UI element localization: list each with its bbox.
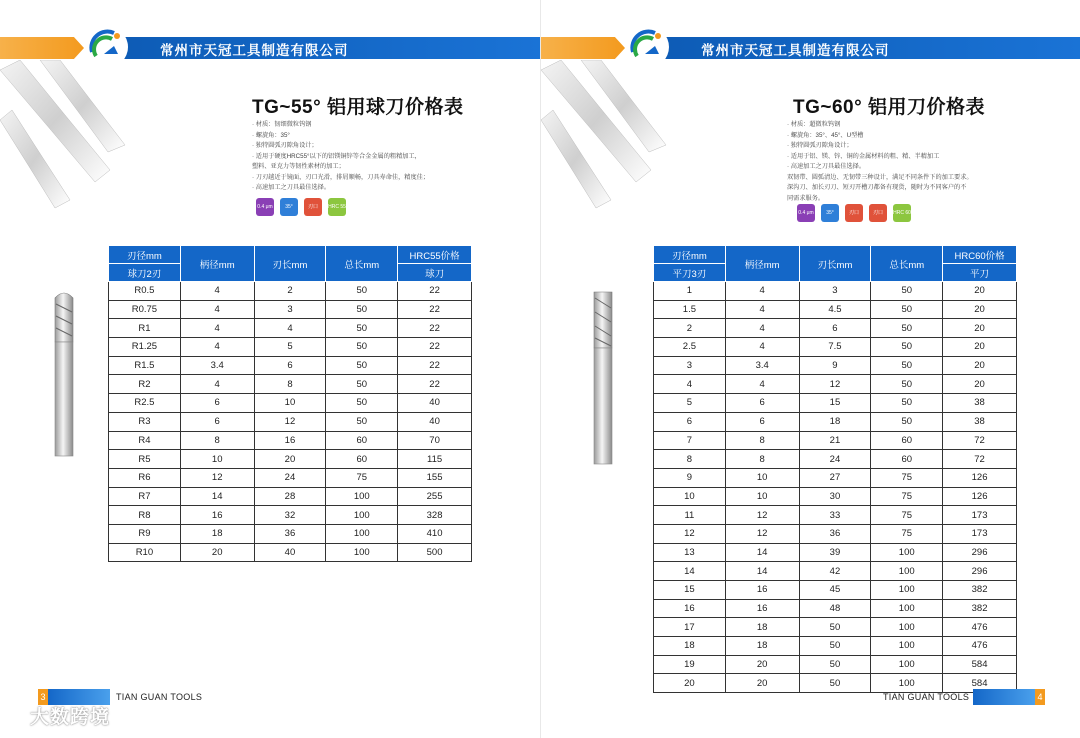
edge-badge: 刃口 <box>845 204 863 222</box>
table-cell: 70 <box>398 431 472 450</box>
table-cell: 14 <box>180 487 254 506</box>
table-cell: 16 <box>725 599 799 618</box>
table-cell: 39 <box>799 543 871 562</box>
table-cell: 10 <box>725 468 799 487</box>
table-cell: 18 <box>180 524 254 543</box>
table-row <box>654 562 1017 581</box>
watermark-text: 大数跨境 <box>30 707 111 728</box>
table-cell: 22 <box>398 282 472 301</box>
table-cell: 50 <box>326 338 398 357</box>
table-cell: 20 <box>943 338 1017 357</box>
table-cell: 4 <box>180 282 254 301</box>
table-cell: 7.5 <box>799 338 871 357</box>
table-cell: 296 <box>943 543 1017 562</box>
table-cell: 18 <box>725 618 799 637</box>
table-cell: R2.5 <box>109 394 181 413</box>
table-cell: 50 <box>799 655 871 674</box>
table-cell: 296 <box>943 562 1017 581</box>
table-cell: 50 <box>326 375 398 394</box>
table-cell: 10 <box>254 394 326 413</box>
table-cell: 60 <box>326 431 398 450</box>
header-shank-diameter: 柄径mm <box>180 246 254 282</box>
table-cell: 2 <box>654 319 726 338</box>
table-cell: 584 <box>943 655 1017 674</box>
table-cell: 16 <box>254 431 326 450</box>
header-cutting-length: 刃长mm <box>254 246 326 282</box>
table-cell: 40 <box>398 412 472 431</box>
table-cell: 50 <box>871 319 943 338</box>
feature-item: · 适用于硬度HRC55°以下的铝镁铜锌等合金金属的粗精加工， <box>252 152 421 160</box>
header-cutter-diameter: 刃径mm <box>109 246 181 264</box>
table-cell: 20 <box>254 450 326 469</box>
table-row <box>109 524 472 543</box>
table-cell: R2 <box>109 375 181 394</box>
ball-end-mill-icon <box>52 290 76 458</box>
table-cell: 382 <box>943 599 1017 618</box>
table-cell: 382 <box>943 581 1017 600</box>
table-cell: 20 <box>943 300 1017 319</box>
table-cell: 4 <box>725 338 799 357</box>
end-mill-illustration-icon <box>0 60 210 220</box>
table-cell: 50 <box>871 282 943 301</box>
table-cell: 45 <box>799 581 871 600</box>
table-cell: 12 <box>180 468 254 487</box>
table-cell: 100 <box>326 524 398 543</box>
table-cell: 36 <box>799 524 871 543</box>
table-cell: 100 <box>871 581 943 600</box>
table-cell: 8 <box>654 450 726 469</box>
table-row <box>109 506 472 525</box>
table-cell: 50 <box>799 674 871 693</box>
page-title: TG~55° 铝用球刀价格表 <box>252 97 464 118</box>
table-cell: 1.5 <box>654 300 726 319</box>
table-cell: 6 <box>799 319 871 338</box>
table-cell: 14 <box>725 543 799 562</box>
table-cell: R9 <box>109 524 181 543</box>
table-cell: 15 <box>654 581 726 600</box>
table-cell: 3 <box>254 300 326 319</box>
table-cell: R8 <box>109 506 181 525</box>
table-cell: 14 <box>654 562 726 581</box>
page-number: 3 <box>38 689 48 705</box>
table-cell: 4 <box>725 319 799 338</box>
table-row <box>109 375 472 394</box>
table-cell: 50 <box>799 637 871 656</box>
table-row <box>654 282 1017 301</box>
table-cell: 18 <box>654 637 726 656</box>
table-row <box>654 319 1017 338</box>
table-cell: 21 <box>799 431 871 450</box>
feature-item: · 独特圆弧刃隙角设计； <box>252 142 318 149</box>
table-cell: 4 <box>180 300 254 319</box>
table-cell: 3 <box>799 282 871 301</box>
table-cell: 20 <box>943 356 1017 375</box>
table-cell: 27 <box>799 468 871 487</box>
end-mill-illustration-icon <box>541 60 751 220</box>
table-cell: 28 <box>254 487 326 506</box>
table-row <box>654 637 1017 656</box>
company-name: 常州市天冠工具制造有限公司 <box>160 43 349 58</box>
helix-angle-badge: 35° <box>280 198 298 216</box>
table-cell: 410 <box>398 524 472 543</box>
table-cell: 42 <box>799 562 871 581</box>
header-price: HRC60价格 <box>943 246 1017 264</box>
table-cell: 50 <box>871 356 943 375</box>
table-cell: 255 <box>398 487 472 506</box>
feature-item: · 材质：超微粒钨钢 <box>787 121 841 128</box>
table-cell: 75 <box>871 468 943 487</box>
table-cell: 476 <box>943 618 1017 637</box>
table-cell: 126 <box>943 487 1017 506</box>
table-cell: R1 <box>109 319 181 338</box>
table-cell: 13 <box>654 543 726 562</box>
table-cell: 50 <box>326 319 398 338</box>
table-cell: 126 <box>943 468 1017 487</box>
header-cutter-diameter: 刃径mm <box>654 246 726 264</box>
feature-item: 塑料、亚克力等韧性素材的加工； <box>252 163 345 170</box>
table-cell: 8 <box>725 431 799 450</box>
hardness-badge: HRC 55 <box>328 198 346 216</box>
table-cell: 20 <box>725 674 799 693</box>
table-cell: 500 <box>398 543 472 562</box>
table-row <box>109 450 472 469</box>
table-cell: 115 <box>398 450 472 469</box>
table-cell: 75 <box>326 468 398 487</box>
table-cell: 5 <box>254 338 326 357</box>
feature-item: · 刀刃越近于镜面，刃口光滑，排屑顺畅，刀具寿命佳，精度佳； <box>252 173 430 181</box>
table-row <box>654 431 1017 450</box>
table-row <box>654 300 1017 319</box>
table-cell: 75 <box>871 506 943 525</box>
footer-brand: TIAN GUAN TOOLS <box>883 692 970 702</box>
table-cell: 60 <box>326 450 398 469</box>
table-cell: 4 <box>725 282 799 301</box>
table-cell: 75 <box>871 524 943 543</box>
table-cell: 20 <box>180 543 254 562</box>
table-cell: R0.75 <box>109 300 181 319</box>
footer-bar <box>973 689 1035 705</box>
table-row <box>654 450 1017 469</box>
table-cell: R4 <box>109 431 181 450</box>
table-cell: 50 <box>871 338 943 357</box>
feature-item: · 螺旋角：35°、45°、U型槽 <box>787 131 864 139</box>
feature-item: 深沟刀、加长刃刀、短刃开槽刀都备有现货，随时为不同客户的不 <box>787 184 967 191</box>
header-overall-length: 总长mm <box>871 246 943 282</box>
table-row <box>654 524 1017 543</box>
table-cell: 6 <box>254 356 326 375</box>
feature-badges <box>797 204 911 222</box>
table-row <box>654 655 1017 674</box>
table-cell: 19 <box>654 655 726 674</box>
table-cell: 50 <box>799 618 871 637</box>
feature-item: · 高速加工之刀具最佳选择。 <box>252 184 331 191</box>
table-cell: 60 <box>871 431 943 450</box>
table-cell: 9 <box>799 356 871 375</box>
table-cell: 3.4 <box>725 356 799 375</box>
table-cell: 10 <box>180 450 254 469</box>
header-price-type: 平刀 <box>943 264 1017 282</box>
table-cell: 100 <box>326 487 398 506</box>
table-cell: 36 <box>254 524 326 543</box>
feature-badges <box>256 198 346 216</box>
feature-item: · 高速加工之刀具最佳选择。 <box>787 163 866 170</box>
header-tool-type: 球刀2刃 <box>109 264 181 282</box>
header-overall-length: 总长mm <box>326 246 398 282</box>
feature-item: · 螺旋角：35° <box>252 131 290 139</box>
table-cell: 6 <box>180 412 254 431</box>
table-cell: 20 <box>725 655 799 674</box>
table-row <box>109 319 472 338</box>
feature-list <box>787 120 1027 204</box>
grain-size-badge: 0.4 μm <box>797 204 815 222</box>
table-cell: 50 <box>326 412 398 431</box>
table-cell: 40 <box>398 394 472 413</box>
table-cell: 4 <box>725 375 799 394</box>
table-cell: 24 <box>799 450 871 469</box>
table-row <box>654 618 1017 637</box>
feature-item: 双韧带、圆弧清边、无韧带三种设计，满足不同条件下的加工要求。 <box>787 173 973 181</box>
table-row <box>109 338 472 357</box>
table-cell: 32 <box>254 506 326 525</box>
table-cell: 8 <box>180 431 254 450</box>
table-cell: 16 <box>725 581 799 600</box>
table-cell: 16 <box>654 599 726 618</box>
right-page <box>540 0 1080 738</box>
watermark <box>6 702 110 729</box>
table-cell: 20 <box>943 319 1017 338</box>
table-cell: 72 <box>943 431 1017 450</box>
table-cell: 3 <box>654 356 726 375</box>
table-cell: 20 <box>943 282 1017 301</box>
table-row <box>654 468 1017 487</box>
page-number: 4 <box>1035 689 1045 705</box>
table-row <box>109 468 472 487</box>
helix-angle-badge: 35° <box>821 204 839 222</box>
price-table <box>653 245 1017 693</box>
table-row <box>654 412 1017 431</box>
table-cell: 50 <box>871 375 943 394</box>
header-orange-arrow <box>541 37 625 59</box>
table-cell: 1 <box>654 282 726 301</box>
table-cell: 30 <box>799 487 871 506</box>
table-cell: 100 <box>871 562 943 581</box>
feature-item: 同需求服务。 <box>787 194 825 202</box>
table-row <box>109 543 472 562</box>
table-cell: 100 <box>871 637 943 656</box>
table-cell: 2.5 <box>654 338 726 357</box>
table-cell: 48 <box>799 599 871 618</box>
table-row <box>109 394 472 413</box>
table-cell: 100 <box>871 543 943 562</box>
table-cell: 4 <box>254 319 326 338</box>
table-cell: 4 <box>180 338 254 357</box>
page-title: TG~60° 铝用刀价格表 <box>793 97 985 118</box>
table-cell: 50 <box>326 282 398 301</box>
table-cell: 4 <box>725 300 799 319</box>
table-row <box>654 375 1017 394</box>
table-cell: 6 <box>654 412 726 431</box>
table-cell: 328 <box>398 506 472 525</box>
table-cell: 7 <box>654 431 726 450</box>
table-cell: 10 <box>654 487 726 506</box>
header-orange-arrow <box>0 37 84 59</box>
table-row <box>109 356 472 375</box>
table-cell: 100 <box>871 618 943 637</box>
header-tool-type: 平刀3刃 <box>654 264 726 282</box>
table-row <box>654 394 1017 413</box>
grain-size-badge: 0.4 μm <box>256 198 274 216</box>
table-cell: 3.4 <box>180 356 254 375</box>
table-cell: 22 <box>398 300 472 319</box>
table-cell: 12 <box>654 524 726 543</box>
table-cell: 38 <box>943 412 1017 431</box>
table-row <box>109 487 472 506</box>
table-cell: 2 <box>254 282 326 301</box>
table-row <box>109 282 472 301</box>
price-table <box>108 245 472 562</box>
table-cell: R6 <box>109 468 181 487</box>
table-cell: 50 <box>326 300 398 319</box>
table-cell: 100 <box>871 655 943 674</box>
table-cell: 20 <box>943 375 1017 394</box>
table-row <box>654 506 1017 525</box>
table-cell: 40 <box>254 543 326 562</box>
table-cell: 6 <box>180 394 254 413</box>
table-cell: 75 <box>871 487 943 506</box>
table-cell: 24 <box>254 468 326 487</box>
table-cell: 10 <box>725 487 799 506</box>
table-cell: 22 <box>398 338 472 357</box>
table-cell: 18 <box>799 412 871 431</box>
table-cell: 22 <box>398 356 472 375</box>
table-cell: 50 <box>871 394 943 413</box>
table-cell: 33 <box>799 506 871 525</box>
table-cell: 173 <box>943 524 1017 543</box>
table-row <box>654 543 1017 562</box>
table-cell: 17 <box>654 618 726 637</box>
table-cell: 12 <box>254 412 326 431</box>
flat-end-mill-icon <box>591 290 615 466</box>
table-row <box>109 431 472 450</box>
table-cell: 60 <box>871 450 943 469</box>
watermark-logo-icon <box>6 707 26 725</box>
hardness-badge: HRC 60 <box>893 204 911 222</box>
table-cell: 11 <box>654 506 726 525</box>
table-row <box>654 599 1017 618</box>
table-row <box>654 674 1017 693</box>
table-cell: R1.25 <box>109 338 181 357</box>
table-cell: 100 <box>871 674 943 693</box>
table-cell: 584 <box>943 674 1017 693</box>
table-cell: 100 <box>871 599 943 618</box>
table-cell: 72 <box>943 450 1017 469</box>
table-cell: 50 <box>871 412 943 431</box>
table-cell: 6 <box>725 394 799 413</box>
table-cell: 38 <box>943 394 1017 413</box>
table-cell: 476 <box>943 637 1017 656</box>
table-cell: R0.5 <box>109 282 181 301</box>
table-cell: 22 <box>398 319 472 338</box>
table-cell: 4.5 <box>799 300 871 319</box>
header-shank-diameter: 柄径mm <box>725 246 799 282</box>
table-cell: 4 <box>654 375 726 394</box>
table-cell: 14 <box>725 562 799 581</box>
table-row <box>109 300 472 319</box>
table-cell: R5 <box>109 450 181 469</box>
table-row <box>109 412 472 431</box>
table-cell: 8 <box>254 375 326 394</box>
table-row <box>654 356 1017 375</box>
feature-item: · 独特圆弧刃隙角设计； <box>787 142 853 149</box>
header-price: HRC55价格 <box>398 246 472 264</box>
table-cell: 100 <box>326 506 398 525</box>
edge-badge: 刃口 <box>869 204 887 222</box>
table-cell: 8 <box>725 450 799 469</box>
table-cell: 6 <box>725 412 799 431</box>
table-cell: 50 <box>871 300 943 319</box>
table-row <box>654 338 1017 357</box>
table-cell: 18 <box>725 637 799 656</box>
table-cell: 16 <box>180 506 254 525</box>
table-cell: 22 <box>398 375 472 394</box>
table-cell: 50 <box>326 356 398 375</box>
table-cell: R10 <box>109 543 181 562</box>
feature-list <box>252 120 482 194</box>
table-cell: R1.5 <box>109 356 181 375</box>
table-cell: 15 <box>799 394 871 413</box>
edge-badge: 刃口 <box>304 198 322 216</box>
table-cell: 173 <box>943 506 1017 525</box>
header-price-type: 球刀 <box>398 264 472 282</box>
table-cell: 20 <box>654 674 726 693</box>
header-cutting-length: 刃长mm <box>799 246 871 282</box>
table-cell: 4 <box>180 375 254 394</box>
table-cell: 50 <box>326 394 398 413</box>
company-name: 常州市天冠工具制造有限公司 <box>701 43 890 58</box>
feature-item: · 材质：韧细微粒钨钢 <box>252 121 312 128</box>
table-cell: 12 <box>725 524 799 543</box>
table-cell: 155 <box>398 468 472 487</box>
table-row <box>654 487 1017 506</box>
table-cell: 12 <box>799 375 871 394</box>
table-cell: 12 <box>725 506 799 525</box>
table-row <box>654 581 1017 600</box>
table-cell: 5 <box>654 394 726 413</box>
footer-brand: TIAN GUAN TOOLS <box>116 692 203 702</box>
table-cell: 100 <box>326 543 398 562</box>
table-cell: 9 <box>654 468 726 487</box>
table-cell: R7 <box>109 487 181 506</box>
feature-item: · 适用于铝、镁、锌、铜的金属材料的粗、精、半精加工 <box>787 152 940 160</box>
table-cell: 4 <box>180 319 254 338</box>
table-cell: R3 <box>109 412 181 431</box>
